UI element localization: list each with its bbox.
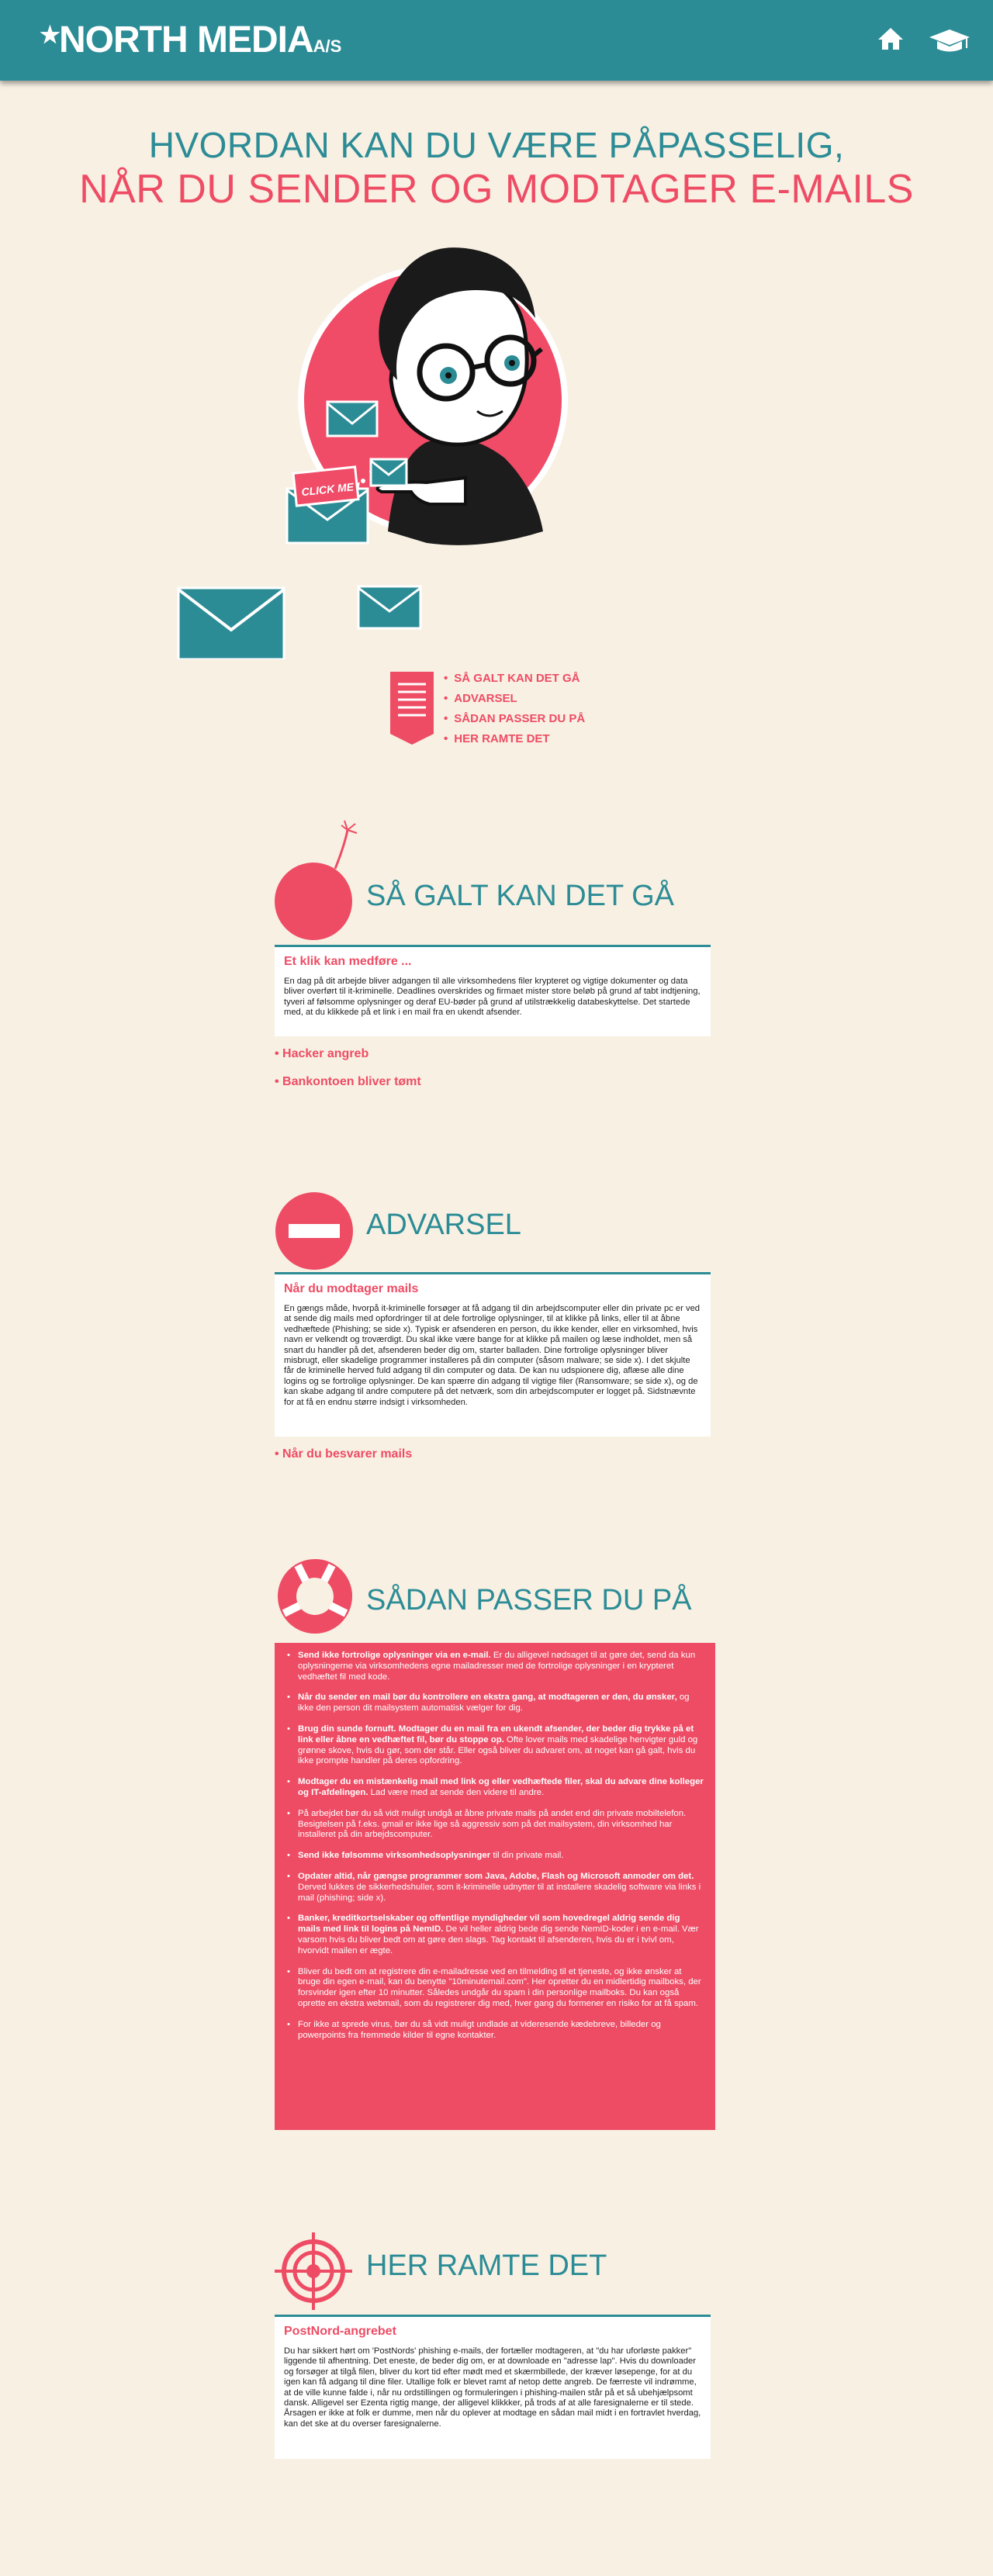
table-of-contents [444,669,585,749]
bullet-item: • Hacker angreb [275,1047,368,1061]
graduation-cap-icon[interactable] [928,28,971,54]
tip-text: Ofte lover mails med skadelige henvigter guld og grønne skove, hvis du gør, som der står. Eller også bliver du advaret om, at noget kan gå galt, hvis du ikke prompte handler på deres opfordring. [298,1734,698,1766]
tip-bold: Når du sender en mail bør du kontrollere en ekstra gang, at modtageren er den, du ønsker, [298,1693,677,1703]
document-icon [390,672,434,745]
top-header-bar [0,0,993,81]
logo-name: NORTH MEDIA [59,19,313,61]
tip-bold: Modtager du en mistænkelig mail med link og eller vedhæftede filer, skal du advare dine kolleger og IT-afdelingen. [298,1777,704,1797]
toc-item[interactable]: • HER RAMTE DET [444,729,585,749]
tips-box [275,1643,715,2130]
page-title-line1: HVORDAN KAN DU VÆRE PÅPASSELIG, [148,125,845,165]
tip-text: og ikke den person dit mailsystem automatisk vælger for dig. [298,1693,690,1713]
tip-item [285,1693,704,1714]
bomb-icon [273,814,360,943]
logo-suffix: A/S [313,36,342,56]
bullet-item: • Når du besvarer mails [275,1447,412,1461]
card-text: Du har sikkert hørt om 'PostNords' phishing e-mails, der fortæller modtageren, at "du har uforløste pakker" liggende til afhentning. Det eneste, de beder dig om, er at downloade en "adresse lap". Hvis du downloader og forsøger at tilgå filen, bliver du kort tid efter mødt med et skærmbillede, der kræver løsepenge, for at du igen kan få adgang til dine filer. Utallige folk er blevet ramt af netop dette angreb. De færreste vil indrømme, at de ville kunne falde i, når nu ordstillingen og formuleringen i phishing-mailen står på et så ubehjælpsomt dansk. Alligevel ser Ezenta rigtig mange, der alligevel klikkker, på trods af at alle faresignalerne er til stede. Årsagen er ikke at folk er dumme, men når du oplever at modtage en sådan mail midt i en fortravlet hverdag, kan det ske at du overser faresignalerne. [284,2346,701,2429]
tip-bold: Send ikke følsomme virksomhedsoplysninger [298,1851,491,1861]
tip-text: Bliver du bedt om at registrere din e-mailadresse ved en tilmelding til et tjeneste, og ikke ønsker at bruge din egen e-mail, kan du benytte "10minutemail.com". Her opretter du en midlertidig mailboks, der forsvinder igen efter 10 minutter. Således undgår du spam i din personlige mailboks. Du kan også oprette en ekstra webmail, som du registrerer dig med, hver gang du formener en risiko for at få spam. [298,1966,701,2008]
tip-text: De vil heller aldrig bede dig sende NemID-koder i en e-mail. Vær varsom hvis du bliver bedt om at gøre den slags. Tag kontakt til afsenderen, hvis du er i tvivl om, hvorvidt mailen er ægte. [298,1924,699,1955]
hero-illustration [171,225,698,659]
target-icon [275,2232,352,2310]
tip-text: Lad være med at sende den videre til andre. [368,1787,545,1797]
section-title-advarsel: ADVARSEL [366,1208,521,1241]
star-icon: ★ [40,22,60,48]
card-heading: Når du modtager mails [284,1282,419,1295]
page-title-line2: NÅR DU SENDER OG MODTAGER E-MAILS [79,167,914,212]
tip-bold: Brug din sunde fornuft. Modtager du en mail fra en ukendt afsender, der beder dig trykke på et link eller åbne en vedhæftet fil, bør du stoppe op. [298,1724,694,1744]
tip-text: For ikke at sprede virus, bør du så vidt muligt undlade at videresende kædebreve, billeder og powerpoints fra fremmede kilder til egne kontakter. [298,2019,661,2040]
tip-item [285,1967,704,2010]
toc-item[interactable]: • SÅDAN PASSER DU PÅ [444,709,585,729]
tip-text: til din private mail. [490,1851,564,1861]
tip-bold: Send ikke fortrolige oplysninger via en e-mail. [298,1651,491,1660]
envelope-icon [327,402,377,436]
toc-item[interactable]: • ADVARSEL [444,689,585,709]
card-text: En dag på dit arbejde bliver adgangen til alle virksomhedens filer krypteret og vigtige dokumenter og data bliver overført til it-kriminelle. Deadlines overskrides og firmaet mister store beløb på grund af tabt indtjening, tyveri af følsomme oplysninger og deraf EU-bøder på grund af utilstrækkelig databeskyttelse. Det startede med, at du klikkede på et link i en mail fra en ukendt afsender. [284,977,701,1018]
tip-item [285,1914,704,1956]
bullet-item: • Bankontoen bliver tømt [275,1075,421,1089]
card-heading: PostNord-angrebet [284,2325,396,2338]
info-card [275,1272,711,1437]
stop-sign-icon [275,1191,354,1271]
tip-text: Er du alligevel nødsaget til at gøre det, send da kun oplysningerne via virksomhedens egne mailadresser med de fortrolige oplysninger i en krypteret vedhæftet fil med kode. [298,1651,696,1682]
tip-item [285,1851,704,1862]
card-text: En gængs måde, hvorpå it-kriminelle forsøger at få adgang til din arbejdscomputer eller din private pc er ved at sende dig mails med opfordringer til at dele fortrolige oplysninger, til at klikke på links, eller til at åbne vedhæftede (Phishing; se side x). Typisk er afsenderen en person, du ikke kender, eller en virksomhed, hvis navn er velkendt og troværdigt. Du skal ikke være bange for at klikke på mailen og læse indholdet, men så snart du handler på det, afsenderen beder dig om, starter balladen. Dine fortrolige oplysninger bliver misbrugt, eller skadelige programmer installeres på din computer (såsom malware; se side x). I det skjulte får de kriminelle herved fuld adgang til din computer og data. De kan nu udspionere dig, aflæse alle dine logins og se fortrolige oplysninger. De kan spærre din adgang til vigtige filer (Ransomware; se side x), og de kan skabe adgang til andre computere på det netværk, som din arbejdscomputer er logget på. Sidstnævnte for at få en endnu større indsigt i virksomheden. [284,1304,701,1407]
tip-bold: Banker, kreditkortselskaber og offentlige myndigheder vil som hovedregel aldrig sende dig mails med link til logins på NemID. [298,1914,680,1935]
info-card [275,945,711,1036]
home-icon[interactable] [877,26,905,51]
toc-item[interactable]: • SÅ GALT KAN DET GÅ [444,669,585,689]
tip-item [285,1809,704,1841]
card-heading: Et klik kan medføre ... [284,955,412,968]
info-card [275,2315,711,2459]
tip-item [285,1651,704,1682]
lifebuoy-icon [276,1558,354,1635]
tip-item [285,2020,704,2042]
section-title-galt: SÅ GALT KAN DET GÅ [366,880,675,912]
tip-text: Derved lukkes de sikkerhedshuller, som it-kriminelle udnytter til at installere skadelig software via links i mail (phishing; side x). [298,1882,701,1903]
tip-item [285,1724,704,1767]
section-title-ramte: HER RAMTE DET [366,2249,607,2282]
section-title-sadan: SÅDAN PASSER DU PÅ [366,1584,692,1616]
tip-text: På arbejdet bør du så vidt muligt undgå at åbne private mails på andet end din private mobiltelefon. Besigtelsen på f.eks. gmail er ikke lige så aggressiv som på det mailsystem, din virksomhed har installeret på din arbejdscomputer. [298,1808,687,1840]
tip-item [285,1777,704,1799]
tip-item [285,1872,704,1903]
svg-text:CLICK ME !: CLICK ME ! [300,479,362,499]
tips-list [285,1651,704,2041]
tip-bold: Opdater altid, når gængse programmer som Java, Adobe, Flash og Microsoft anmoder om det. [298,1871,694,1881]
north-media-logo[interactable] [42,19,341,68]
